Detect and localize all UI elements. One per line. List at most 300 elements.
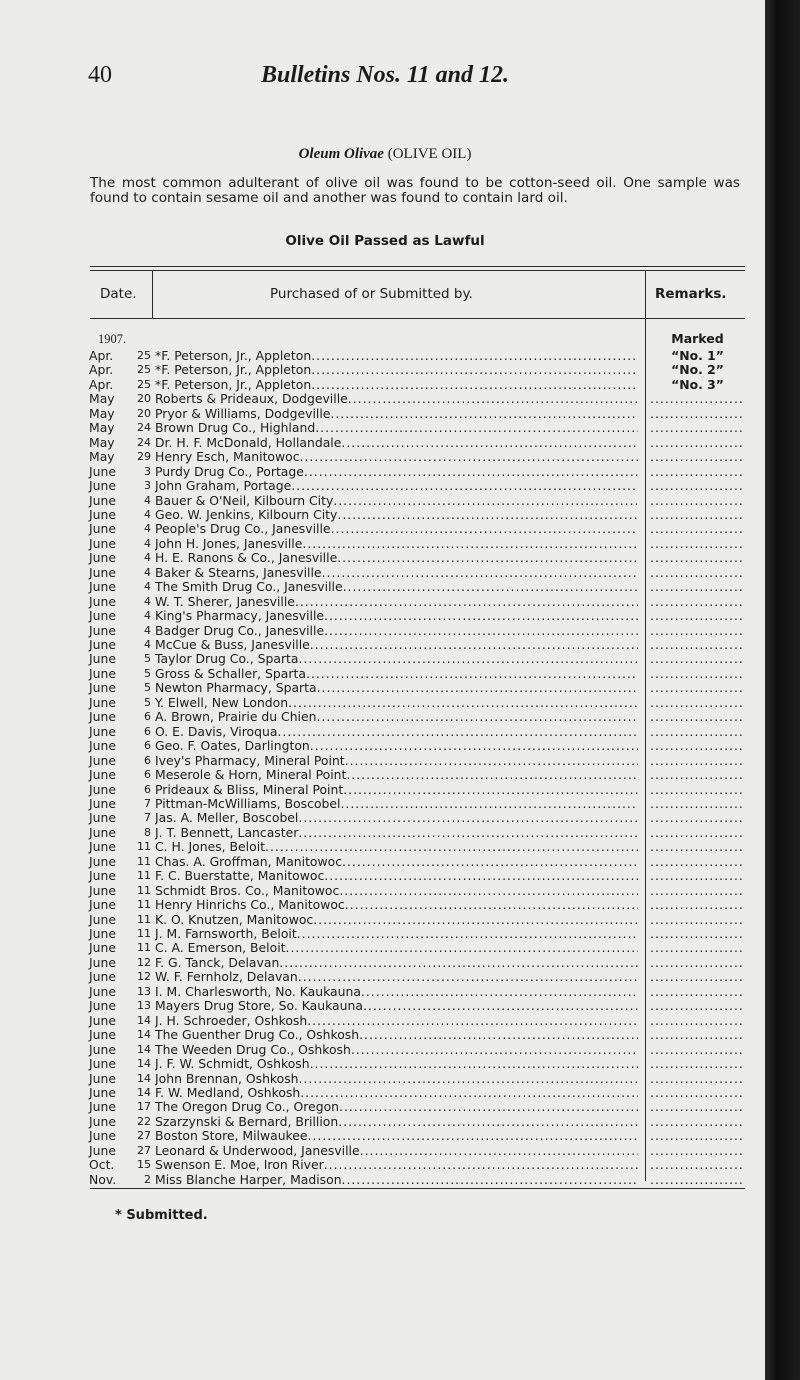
row-month: June <box>89 998 116 1014</box>
row-purchased-by: People's Drug Co., Janesville ..... <box>155 521 638 536</box>
row-remark: “No. 1” <box>671 348 724 363</box>
column-header-purchased: Purchased of or Submitted by. <box>270 286 473 302</box>
row-remark <box>650 507 745 522</box>
row-purchased-by: C. H. Jones, Beloit ..... <box>155 839 638 854</box>
row-purchased-by: A. Brown, Prairie du Chien ..... <box>155 709 638 724</box>
row-day: 4 <box>144 623 151 637</box>
row-day: 7 <box>144 811 151 825</box>
row-month: Apr. <box>89 362 114 378</box>
row-day: 11 <box>137 883 151 897</box>
row-month: June <box>89 810 116 826</box>
table-title: Olive Oil Passed as Lawful <box>285 233 485 249</box>
row-remark <box>650 1143 745 1158</box>
table-row <box>0 608 770 623</box>
table-row <box>0 955 770 970</box>
row-purchased-by: Purdy Drug Co., Portage ..... <box>155 464 638 479</box>
row-purchased-by: J. H. Schroeder, Oshkosh ..... <box>155 1013 638 1028</box>
row-month: May <box>89 434 115 450</box>
table-row <box>0 1128 770 1143</box>
row-purchased-by: J. F. W. Schmidt, Oshkosh ..... <box>155 1056 638 1071</box>
row-day: 6 <box>144 739 151 753</box>
row-remark <box>650 1013 745 1028</box>
row-month: May <box>89 405 115 421</box>
table-row <box>0 796 770 811</box>
row-purchased-by: Leonard & Underwood, Janesville ..... <box>155 1143 638 1158</box>
row-remark <box>650 550 745 565</box>
row-day: 14 <box>137 1013 151 1027</box>
section-title-english: (OLIVE OIL) <box>387 146 472 162</box>
row-day: 14 <box>137 1057 151 1071</box>
date-column-divider <box>152 271 153 319</box>
row-day: 3 <box>144 464 151 478</box>
row-remark <box>650 536 745 551</box>
table-row <box>0 738 770 753</box>
row-month: June <box>89 1041 116 1057</box>
row-purchased-by: Pryor & Williams, Dodgeville ..... <box>155 406 638 421</box>
row-month: June <box>89 478 116 494</box>
row-month: June <box>89 622 116 638</box>
row-remark <box>650 623 745 638</box>
row-day: 11 <box>137 927 151 940</box>
row-day: 13 <box>137 984 151 998</box>
row-remark <box>650 767 745 782</box>
section-title-latin: Oleum Olivae <box>298 146 384 162</box>
table-row <box>0 579 770 594</box>
row-remark <box>650 579 745 594</box>
row-remark <box>650 420 745 435</box>
table-row <box>0 854 770 869</box>
table-row <box>0 449 770 464</box>
table-row <box>0 406 770 421</box>
row-day: 5 <box>144 652 151 666</box>
row-remark <box>650 796 745 811</box>
row-remark <box>650 565 745 580</box>
table-row <box>0 839 770 854</box>
table-row <box>0 782 770 797</box>
row-purchased-by: Dr. H. F. McDonald, Hollandale ..... <box>155 435 638 450</box>
row-day: 4 <box>144 507 151 521</box>
row-remark <box>650 1114 745 1129</box>
row-purchased-by: The Weeden Drug Co., Oshkosh ..... <box>155 1042 638 1057</box>
row-purchased-by: Jas. A. Meller, Boscobel ..... <box>155 810 638 825</box>
table-row <box>0 391 770 406</box>
row-remark <box>650 940 745 955</box>
table-row <box>0 1143 770 1158</box>
row-month: June <box>89 940 116 956</box>
row-remark <box>650 709 745 724</box>
table-row <box>0 478 770 493</box>
row-remark <box>650 1099 745 1114</box>
row-purchased-by: C. A. Emerson, Beloit ..... <box>155 940 638 955</box>
table-row <box>0 912 770 927</box>
row-day: 22 <box>137 1114 151 1128</box>
row-day: 14 <box>137 1028 151 1042</box>
row-day: 5 <box>144 666 151 680</box>
row-month: June <box>89 868 116 884</box>
row-purchased-by: The Guenther Drug Co., Oshkosh ..... <box>155 1027 638 1042</box>
table-row <box>0 1042 770 1057</box>
table-row <box>0 348 770 363</box>
row-month: June <box>89 926 116 941</box>
row-remark <box>650 478 745 493</box>
row-purchased-by: The Oregon Drug Co., Oregon ..... <box>155 1099 638 1114</box>
column-header-date: Date. <box>100 286 137 302</box>
row-purchased-by: Y. Elwell, New London ..... <box>155 695 638 710</box>
row-purchased-by: The Smith Drug Co., Janesville ..... <box>155 579 638 594</box>
row-purchased-by: Henry Esch, Manitowoc ..... <box>155 449 638 464</box>
table-header-rule <box>90 318 745 319</box>
row-month: June <box>89 1056 116 1072</box>
row-day: 4 <box>144 536 151 550</box>
table-row <box>0 594 770 609</box>
row-month: June <box>89 897 116 913</box>
row-purchased-by: Swenson E. Moe, Iron River ..... <box>155 1157 638 1172</box>
row-month: June <box>89 1027 116 1043</box>
row-month: June <box>89 723 116 739</box>
table-row <box>0 810 770 825</box>
row-day: 25 <box>137 377 151 391</box>
row-month: June <box>89 795 116 811</box>
row-day: 6 <box>144 710 151 724</box>
row-month: June <box>89 882 116 898</box>
row-remark <box>650 680 745 695</box>
row-purchased-by: John Graham, Portage ..... <box>155 478 638 493</box>
row-purchased-by: O. E. Davis, Viroqua ..... <box>155 724 638 739</box>
row-remark: “No. 3” <box>671 376 724 392</box>
row-month: June <box>89 1070 116 1086</box>
row-month: June <box>89 853 116 869</box>
row-day: 14 <box>137 1042 151 1056</box>
row-day: 3 <box>144 479 151 493</box>
row-month: June <box>89 767 116 783</box>
row-day: 4 <box>144 565 151 579</box>
row-remark <box>650 912 745 927</box>
row-purchased-by: I. M. Charlesworth, No. Kaukauna ..... <box>155 984 638 999</box>
table-row <box>0 1099 770 1114</box>
book-spine-shadow <box>765 0 800 1380</box>
row-purchased-by: Henry Hinrichs Co., Manitowoc ..... <box>155 897 638 912</box>
row-day: 27 <box>137 1129 151 1143</box>
row-purchased-by: Geo. F. Oates, Darlington ..... <box>155 738 638 753</box>
row-month: June <box>89 969 116 985</box>
table-row <box>0 1157 770 1172</box>
row-purchased-by: F. W. Medland, Oshkosh ..... <box>155 1085 638 1100</box>
row-remark <box>650 1128 745 1143</box>
row-purchased-by: Ivey's Pharmacy, Mineral Point ..... <box>155 753 638 768</box>
row-purchased-by: Taylor Drug Co., Sparta ..... <box>155 651 638 666</box>
row-remark <box>650 955 745 970</box>
row-month: June <box>89 665 116 681</box>
table-row <box>0 724 770 739</box>
row-purchased-by: F. C. Buerstatte, Manitowoc ..... <box>155 868 638 883</box>
row-day: 15 <box>137 1158 151 1172</box>
row-remark <box>650 810 745 825</box>
row-remark <box>650 1172 745 1187</box>
row-month: June <box>89 1142 116 1158</box>
row-remark <box>650 651 745 666</box>
row-remark <box>650 1056 745 1071</box>
row-purchased-by: Roberts & Prideaux, Dodgeville ..... <box>155 391 638 406</box>
row-purchased-by: Badger Drug Co., Janesville ..... <box>155 623 638 638</box>
row-remark <box>650 825 745 840</box>
row-remark <box>650 521 745 536</box>
table-row <box>0 623 770 638</box>
table-row <box>0 680 770 695</box>
row-day: 8 <box>144 825 151 839</box>
table-top-rule-double <box>90 270 745 271</box>
row-remark <box>650 998 745 1013</box>
row-day: 4 <box>144 493 151 507</box>
row-day: 4 <box>144 638 151 651</box>
row-month: June <box>89 1128 116 1144</box>
row-month: June <box>89 680 116 696</box>
remarks-marked-label: Marked <box>671 331 724 346</box>
row-day: 20 <box>137 392 151 406</box>
row-month: June <box>89 954 116 970</box>
table-row <box>0 435 770 450</box>
row-purchased-by: Prideaux & Bliss, Mineral Point ..... <box>155 782 638 797</box>
row-day: 6 <box>144 724 151 738</box>
row-purchased-by: Szarzynski & Bernard, Brillion ..... <box>155 1114 638 1129</box>
row-remark <box>650 594 745 609</box>
row-day: 11 <box>137 854 151 868</box>
row-month: May <box>89 449 115 465</box>
row-day: 20 <box>137 406 151 420</box>
row-day: 13 <box>137 999 151 1013</box>
row-remark <box>650 1042 745 1057</box>
table-row <box>0 493 770 508</box>
page-number: 40 <box>88 62 112 88</box>
row-month: June <box>89 506 116 522</box>
row-day: 11 <box>137 869 151 883</box>
column-header-remarks: Remarks. <box>655 286 727 302</box>
table-row <box>0 1056 770 1071</box>
row-month: June <box>89 521 116 537</box>
row-day: 14 <box>137 1071 151 1085</box>
row-month: Apr. <box>89 348 114 363</box>
row-month: June <box>89 1012 116 1028</box>
row-purchased-by: J. T. Bennett, Lancaster ..... <box>155 825 638 840</box>
footnote: * Submitted. <box>115 1208 208 1223</box>
row-day: 12 <box>137 970 151 984</box>
row-purchased-by: Gross & Schaller, Sparta ..... <box>155 666 638 681</box>
year-label: 1907. <box>98 332 127 346</box>
table-row <box>0 666 770 681</box>
row-month: June <box>89 1084 116 1100</box>
row-month: June <box>89 709 116 725</box>
table-row <box>0 1085 770 1100</box>
row-purchased-by: Newton Pharmacy, Sparta ..... <box>155 680 638 695</box>
row-day: 4 <box>144 551 151 565</box>
table-row <box>0 651 770 666</box>
row-purchased-by: W. F. Fernholz, Delavan ..... <box>155 969 638 984</box>
row-remark <box>650 608 745 623</box>
row-remark <box>650 666 745 681</box>
row-month: June <box>89 983 116 999</box>
row-month: June <box>89 492 116 508</box>
row-day: 5 <box>144 681 151 695</box>
intro-paragraph: The most common adulterant of olive oil was found to be cotton-seed oil. One sample was found to contain sesame oil and another was found to contain lard oil. <box>90 175 740 206</box>
row-remark <box>650 391 745 406</box>
table-row <box>0 377 770 392</box>
table-top-rule <box>90 266 745 267</box>
row-purchased-by: H. E. Ranons & Co., Janesville ..... <box>155 550 638 565</box>
table-row <box>0 362 770 377</box>
row-purchased-by: John Brennan, Oshkosh ..... <box>155 1071 638 1086</box>
row-month: June <box>89 824 116 840</box>
row-day: 4 <box>144 580 151 594</box>
table-row <box>0 825 770 840</box>
row-purchased-by: *F. Peterson, Jr., Appleton ..... <box>155 377 638 392</box>
table-row <box>0 637 770 652</box>
row-remark <box>650 984 745 999</box>
row-month: June <box>89 911 116 927</box>
row-day: 24 <box>137 421 151 435</box>
row-day: 12 <box>137 955 151 969</box>
row-day: 11 <box>137 898 151 912</box>
row-purchased-by: Schmidt Bros. Co., Manitowoc ..... <box>155 883 638 898</box>
row-remark <box>650 782 745 797</box>
table-row <box>0 550 770 565</box>
row-day: 2 <box>144 1172 151 1186</box>
row-purchased-by: McCue & Buss, Janesville ..... <box>155 637 638 652</box>
row-day: 6 <box>144 782 151 796</box>
table-row <box>0 926 770 941</box>
row-day: 11 <box>137 840 151 854</box>
row-purchased-by: Chas. A. Groffman, Manitowoc ..... <box>155 854 638 869</box>
row-remark <box>650 897 745 912</box>
table-row <box>0 521 770 536</box>
row-purchased-by: Miss Blanche Harper, Madison ..... <box>155 1172 638 1187</box>
row-month: June <box>89 651 116 667</box>
row-purchased-by: King's Pharmacy, Janesville ..... <box>155 608 638 623</box>
row-purchased-by: F. G. Tanck, Delavan ..... <box>155 955 638 970</box>
row-day: 5 <box>144 695 151 709</box>
row-remark <box>650 637 745 652</box>
table-row <box>0 1071 770 1086</box>
row-remark <box>650 868 745 883</box>
table-row <box>0 1114 770 1129</box>
row-remark <box>650 493 745 508</box>
table-row <box>0 1027 770 1042</box>
row-remark <box>650 1085 745 1100</box>
row-month: Nov. <box>89 1171 117 1187</box>
row-purchased-by: Bauer & O'Neil, Kilbourn City ..... <box>155 493 638 508</box>
table-row <box>0 984 770 999</box>
table-row <box>0 998 770 1013</box>
row-month: Apr. <box>89 376 114 392</box>
row-purchased-by: Boston Store, Milwaukee ..... <box>155 1128 638 1143</box>
row-purchased-by: Baker & Stearns, Janesville ..... <box>155 565 638 580</box>
row-remark <box>650 839 745 854</box>
table-row <box>0 1172 770 1187</box>
table-row <box>0 940 770 955</box>
row-month: June <box>89 738 116 754</box>
row-day: 24 <box>137 435 151 449</box>
row-month: June <box>89 752 116 768</box>
row-month: June <box>89 694 116 710</box>
row-day: 29 <box>137 450 151 464</box>
running-title: Bulletins Nos. 11 and 12. <box>260 62 510 88</box>
row-day: 4 <box>144 594 151 608</box>
table-row <box>0 1013 770 1028</box>
row-day: 27 <box>137 1143 151 1157</box>
section-title <box>0 146 770 163</box>
table-row <box>0 969 770 984</box>
row-day: 17 <box>137 1100 151 1114</box>
row-day: 6 <box>144 753 151 767</box>
row-remark <box>650 435 745 450</box>
row-day: 6 <box>144 768 151 782</box>
row-remark <box>650 695 745 710</box>
row-day: 11 <box>137 941 151 955</box>
row-month: Oct. <box>89 1157 115 1173</box>
table-row <box>0 753 770 768</box>
row-month: June <box>89 781 116 797</box>
row-remark <box>650 738 745 753</box>
row-month: June <box>89 593 116 609</box>
table-row <box>0 536 770 551</box>
row-remark <box>650 854 745 869</box>
table-row <box>0 897 770 912</box>
table-row <box>0 868 770 883</box>
row-month: June <box>89 550 116 566</box>
row-purchased-by: Meserole & Horn, Mineral Point ..... <box>155 767 638 782</box>
table-row <box>0 464 770 479</box>
row-month: June <box>89 463 116 479</box>
table-row <box>0 507 770 522</box>
row-remark <box>650 724 745 739</box>
row-remark <box>650 1157 745 1172</box>
row-day: 4 <box>144 609 151 623</box>
row-remark <box>650 406 745 421</box>
row-day: 4 <box>144 522 151 536</box>
row-purchased-by: Pittman-McWilliams, Boscobel ..... <box>155 796 638 811</box>
row-remark <box>650 926 745 941</box>
row-month: May <box>89 391 115 407</box>
row-month: May <box>89 420 115 436</box>
row-purchased-by: W. T. Sherer, Janesville ..... <box>155 594 638 609</box>
row-remark <box>650 753 745 768</box>
row-month: June <box>89 1099 116 1115</box>
table-row <box>0 709 770 724</box>
row-purchased-by: Brown Drug Co., Highland ..... <box>155 420 638 435</box>
row-month: June <box>89 564 116 580</box>
row-month: June <box>89 839 116 855</box>
row-day: 14 <box>137 1085 151 1099</box>
row-purchased-by: K. O. Knutzen, Manitowoc ..... <box>155 912 638 927</box>
row-day: 7 <box>144 796 151 810</box>
row-remark <box>650 883 745 898</box>
row-month: June <box>89 535 116 551</box>
row-purchased-by: Geo. W. Jenkins, Kilbourn City ..... <box>155 507 638 522</box>
row-day: 25 <box>137 363 151 377</box>
table-bottom-rule <box>90 1188 745 1189</box>
table-row <box>0 420 770 435</box>
row-remark <box>650 1027 745 1042</box>
row-purchased-by: Mayers Drug Store, So. Kaukauna ..... <box>155 998 638 1013</box>
row-remark <box>650 464 745 479</box>
row-purchased-by: John H. Jones, Janesville ..... <box>155 536 638 551</box>
row-remark <box>650 449 745 464</box>
row-purchased-by: *F. Peterson, Jr., Appleton ..... <box>155 362 638 377</box>
running-header <box>0 62 770 92</box>
row-purchased-by: *F. Peterson, Jr., Appleton ..... <box>155 348 638 363</box>
row-remark <box>650 969 745 984</box>
table-row <box>0 565 770 580</box>
row-month: June <box>89 1113 116 1129</box>
row-month: June <box>89 579 116 595</box>
